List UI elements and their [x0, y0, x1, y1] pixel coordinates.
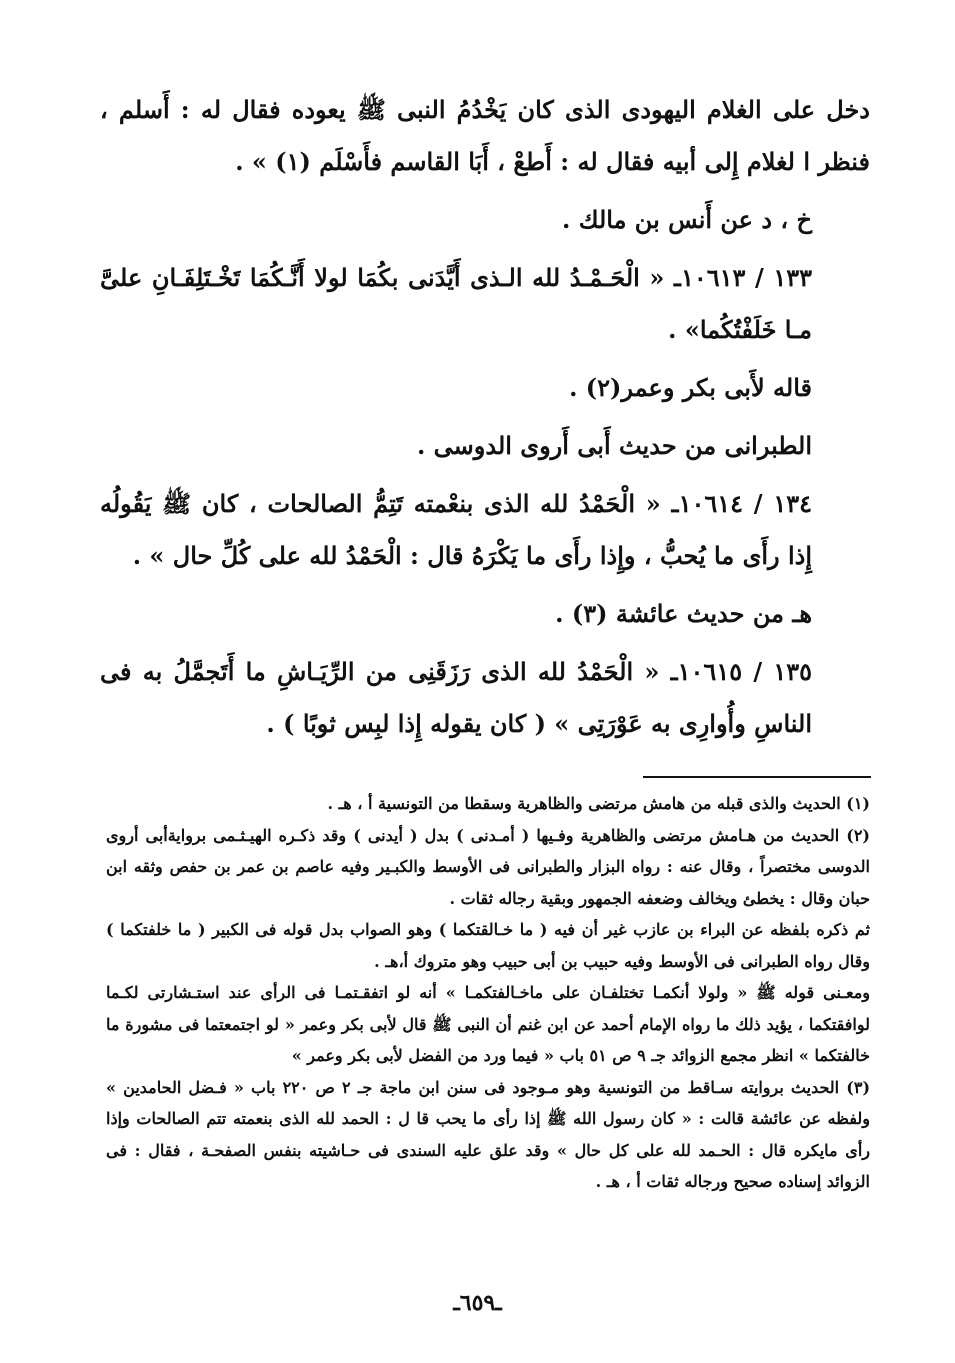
hadith-133: ١٣٣ / ١٠٦١٣ـ « الْحَـمْـدُ لله الـذى أَيَّدَنى بكُمَا لولا أَنَّـكُمَا تَخْـتَلِفَـانِ علىَّ مـا خَلَفْتُكُما» .: [100, 263, 812, 344]
hadith-135: ١٣٥ / ١٠٦١٥ـ « الْحَمْدُ لله الذى رَزَقَنِى من الرِّيَـاشِ ما أَتَجمَّلُ به فى الناسِ وأُوارِى به عَوْرَتِى » ( كان يقوله إِذا لبِس ثوبًا ) .: [100, 657, 812, 738]
footnote-2: (٢) الحديث من هـامش مرتضى والظاهرية وفـيها ( أمـدنى ) بدل ( أيدنى ) وقد ذكـره الهيـثـمى بروايةأبى أروى الدوسى مختصراً ، وقال عنه : رواه البزار والطبرانى فى الأوسط والكبـير وفيه عاصم بن عمر بن حفص وثقه ابن حبان وقال : يخطئ ويخالف وضعفه الجمهور وبقية رجاله ثقات .: [106, 825, 871, 908]
footnote-separator: [643, 776, 871, 778]
footnotes: [106, 788, 870, 1198]
page-number: ـ٦٥٩ـ: [453, 1290, 502, 1316]
main-text: [100, 84, 870, 750]
footnote-2-continued: ثم ذكره بلفظه عن البراء بن عازب غير أن فيه ( ما خـالقتكما ) وهو الصواب بدل قوله فى الكبير ( ما خلفتكما ) وقال رواه الطبرانى فى الأوسط وفيه حبيب بن أبى حبيب وهو متروك أ،هـ .: [106, 920, 871, 971]
source-attribution-1: خ ، د عن أَنس بن مالك .: [562, 205, 812, 234]
hadith-134: ١٣٤ / ١٠٦١٤ـ « الْحَمْدُ لله الذى بنعْمته تَتِمُّ الصالحات ، كان ﷺ يَقُولُه إِذا رأَى ما يُحبُّ ، وإِذا رأَى ما يَكْرَهُ قال : الْحَمْدُ لله على كُلِّ حال » .: [100, 489, 812, 570]
footnote-1: (١) الحديث والذى قبله من هامش مرتضى والظاهرية وسقطا من التونسية أ ، هـ .: [327, 794, 870, 813]
hadith-continuation: دخل على الغلام اليهودى الذى كان يَخْدُمُ النبى ﷺ يعوده فقال له : أَسلم ، فنظر ا لغلام إِلى أبيه فقال له : أَطعْ ، أَبَا القاسم فأَسْلَم (١) » .: [100, 95, 870, 176]
footnote-3: (٣) الحديث بروايته سـاقط من التونسية وهو مـوجود فى سنن ابن ماجة جـ ٢ ص ٢٢٠ باب « فـضل الحامدين » ولفظه عن عائشة قالت : « كان رسول الله ﷺ إذا رأى ما يحب قا ل : الحمد لله الذى بنعمته تتم الصالحات وإذا رأى مايكره قال : الحـمد لله على كل حال » وقد علق عليه السندى فى حـاشيته بنفس الصفحـة ، فقال : فى الزوائد إسناده صحيح ورجاله ثقات أ ، هـ .: [106, 1077, 871, 1191]
commentary-133: قاله لأَبى بكر وعمر(٢) .: [569, 373, 812, 402]
source-attribution-2: الطبرانى من حديث أَبى أَروى الدوسى .: [416, 431, 812, 460]
footnote-2-explanation: ومعـنى قوله ﷺ « ولولا أنكمـا تختلفـان على ماخـالفتكمـا » أنه لو اتفقـتمـا فى الرأى عند استـشارتى لكـما لوافقتكما ، يؤيد ذلك ما رواه الإمام أحمد عن ابن غنم أن النبى ﷺ قال لأبى بكر وعمر « لو اجتمعتما فى مشورة ما خالفتكما » انظر مجمع الزوائد جـ ٩ ص ٥١ باب « فيما ورد من الفضل لأبى بكر وعمر »: [106, 983, 871, 1065]
source-attribution-3: هـ من حديث عائشة (٣) .: [555, 599, 812, 628]
